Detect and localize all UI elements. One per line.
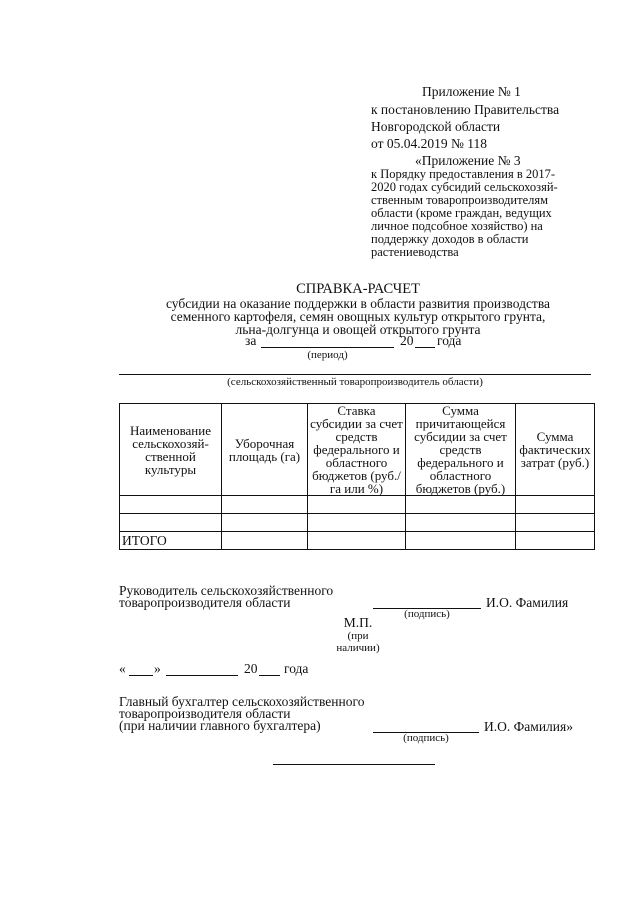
subsidy-table bbox=[119, 403, 595, 550]
accountant-signature-caption: (подпись) bbox=[403, 732, 449, 744]
order-line-6: поддержку доходов в области bbox=[371, 232, 529, 246]
date-month-blank bbox=[166, 675, 238, 676]
accountant-title-line-3: (при наличии главного бухгалтера) bbox=[119, 718, 321, 733]
table-cell[interactable] bbox=[120, 496, 222, 514]
producer-caption: (сельскохозяйственный товаропроизводитель области) bbox=[227, 376, 483, 388]
closing-rule bbox=[273, 764, 435, 765]
period-prefix: за bbox=[245, 333, 257, 348]
order-line-5: личное подсобное хозяйство) на bbox=[371, 219, 543, 233]
table-cell[interactable] bbox=[406, 496, 516, 514]
table-cell[interactable] bbox=[222, 496, 308, 514]
table-cell[interactable] bbox=[308, 496, 406, 514]
resolution-line-2: Новгородской области bbox=[371, 119, 501, 134]
date-day-blank bbox=[129, 675, 153, 676]
table-cell[interactable] bbox=[120, 514, 222, 532]
total-label: ИТОГО bbox=[120, 532, 222, 550]
head-title-line-2: товаропроизводителя области bbox=[119, 595, 291, 610]
header-actual-costs: Сумма фактических затрат (руб.) bbox=[516, 404, 595, 496]
header-subsidy-amount: Сумма причитающейся субсидии за счет средств федерального и областного бюджетов (руб.) bbox=[406, 404, 516, 496]
resolution-line-3: от 05.04.2019 № 118 bbox=[371, 136, 487, 151]
table-header-row bbox=[120, 404, 595, 496]
appendix-number: Приложение № 1 bbox=[422, 84, 521, 99]
order-line-7: растениеводства bbox=[371, 245, 459, 259]
date-open-quote: « bbox=[119, 661, 126, 676]
header-crop-name: Наименование сельскохозяй- ственной культуры bbox=[120, 404, 222, 496]
period-caption: (период) bbox=[307, 349, 348, 361]
document-title: СПРАВКА-РАСЧЕТ bbox=[296, 281, 420, 297]
date-year-blank bbox=[259, 675, 280, 676]
date-close-quote: » bbox=[154, 661, 161, 676]
stamp-note-2: наличии) bbox=[336, 642, 380, 654]
period-year-blank bbox=[415, 347, 435, 348]
subtitle-line-2: семенного картофеля, семян овощных культур открытого грунта, bbox=[170, 309, 546, 324]
table-cell[interactable] bbox=[516, 532, 595, 550]
accountant-title-line-2: товаропроизводителя области bbox=[119, 706, 291, 721]
period-year-prefix: 20 bbox=[400, 333, 414, 348]
head-name: И.О. Фамилия bbox=[486, 595, 569, 610]
table-cell[interactable] bbox=[516, 514, 595, 532]
table-row bbox=[120, 496, 595, 514]
table-row bbox=[120, 514, 595, 532]
header-harvest-area: Уборочная площадь (га) bbox=[222, 404, 308, 496]
resolution-line-1: к постановлению Правительства bbox=[371, 102, 560, 117]
date-suffix: года bbox=[284, 661, 309, 676]
order-line-4: области (кроме граждан, ведущих bbox=[371, 206, 552, 220]
accountant-title-line-1: Главный бухгалтер сельскохозяйственного bbox=[119, 694, 365, 709]
table-cell[interactable] bbox=[516, 496, 595, 514]
stamp-mark: М.П. bbox=[343, 615, 373, 630]
accountant-name: И.О. Фамилия» bbox=[484, 719, 573, 734]
table-cell[interactable] bbox=[406, 514, 516, 532]
period-suffix: года bbox=[437, 333, 462, 348]
date-year-prefix: 20 bbox=[244, 661, 258, 676]
subtitle-line-3: льна-долгунца и овощей открытого грунта bbox=[235, 322, 481, 337]
producer-blank bbox=[119, 374, 591, 375]
sub-appendix-number: «Приложение № 3 bbox=[415, 153, 521, 168]
head-signature-caption: (подпись) bbox=[404, 608, 450, 620]
table-cell[interactable] bbox=[222, 532, 308, 550]
order-line-1: к Порядку предоставления в 2017- bbox=[371, 167, 556, 181]
header-subsidy-rate: Ставка субсидии за счет средств федерального и областного бюджетов (руб./га или %) bbox=[308, 404, 406, 496]
head-title-line-1: Руководитель сельскохозяйственного bbox=[119, 583, 334, 598]
table-cell[interactable] bbox=[222, 514, 308, 532]
order-line-3: ственным товаропроизводителям bbox=[371, 193, 549, 207]
order-line-2: 2020 годах субсидий сельскохозяй- bbox=[371, 180, 558, 194]
table-cell[interactable] bbox=[308, 532, 406, 550]
stamp-note-1: (при bbox=[347, 630, 369, 642]
period-blank bbox=[261, 347, 394, 348]
table-cell[interactable] bbox=[406, 532, 516, 550]
table-total-row bbox=[120, 532, 595, 550]
subtitle-line-1: субсидии на оказание поддержки в области развития производства bbox=[165, 296, 551, 311]
table-cell[interactable] bbox=[308, 514, 406, 532]
